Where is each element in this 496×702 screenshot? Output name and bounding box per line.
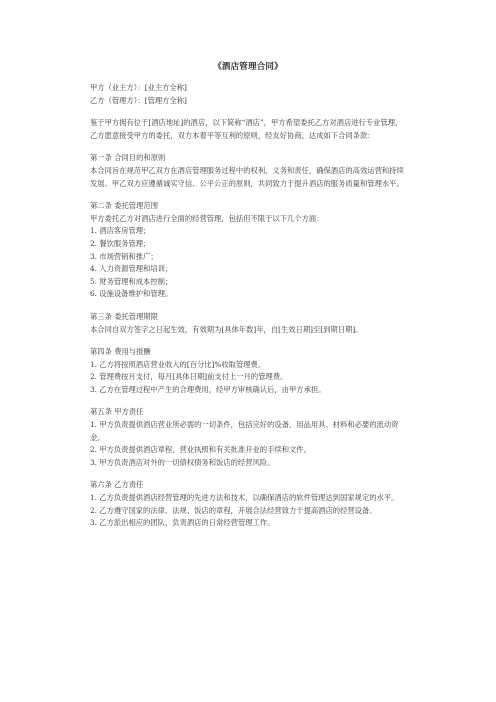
section-text: 本合同自双方签字之日起生效，有效期为[具体年数]年，自[生效日期]至[到期日期]。	[90, 324, 363, 334]
list-item: 1. 乙方负责提供酒店经营管理的先进方法和技术，以确保酒店的软件管理达到国家规定的水平。	[90, 493, 399, 503]
section-text: 甲方委托乙方对酒店进行全面的经营管理，包括但不限于以下几个方面：	[90, 213, 324, 223]
list-item: 3. 甲方负责酒店对外的一切债权债务和饭店的经营风险。	[90, 457, 275, 467]
section-heading: 第一条 合同目的和原则	[90, 153, 166, 163]
list-item: 4. 人力资源管理和培训；	[90, 264, 173, 274]
section-text: 本合同旨在规范甲乙双方在酒店管理服务过程中的权利、义务和责任，确保酒店的高效运营和持续发展。甲乙双方应遵循诚实守信、公平公正的原则，共同致力于提升酒店的服务质量和管理水平。	[90, 165, 404, 188]
section-2	[90, 200, 406, 301]
list-item: 3. 乙方在管理过程中产生的合理费用，经甲方审核确认后，由甲方承担。	[90, 384, 326, 394]
section-heading: 第五条 甲方责任	[90, 407, 144, 417]
section-4	[90, 346, 406, 396]
list-item: 2. 乙方遵守国家的法律、法规、饭店的章程，开展合法经营致力于提高酒店的经营设备。	[90, 505, 377, 515]
party-a-line: 甲方（业主方）：[业主方全称]	[90, 83, 187, 92]
list-item: 5. 财务管理和成本控制；	[90, 276, 173, 286]
list-item: 3. 乙方派出相应的团队，负责酒店的日常经营管理工作。	[90, 518, 275, 528]
section-heading: 第三条 委托管理期限	[90, 311, 158, 321]
document-body	[90, 82, 406, 530]
document-title: 《酒店管理合同》	[213, 62, 283, 72]
section-3	[90, 311, 406, 336]
list-item: 2. 餐饮服务管理；	[90, 238, 151, 248]
section-heading: 第四条 费用与报酬	[90, 347, 151, 357]
section-item-list	[90, 225, 406, 301]
preamble-paragraph: 鉴于甲方拥有位于[酒店地址]的酒店，以下简称“酒店”，甲方希望委托乙方对酒店进行专业管理，乙方愿意接受甲方的委托，双方本着平等互利的原则，经友好协商，达成如下合同条款：	[90, 118, 403, 140]
list-item: 1. 乙方将按照酒店营业收入的[百分比]%收取管理费。	[90, 359, 266, 369]
list-item: 6. 设施设备维护和管理。	[90, 289, 173, 299]
list-item: 2. 甲方负责提供酒店章程、营业执照和有关批准开业的手续和文件。	[90, 445, 311, 455]
section-6	[90, 479, 406, 529]
section-5	[90, 406, 406, 469]
list-item: 1. 甲方负责提供酒店营业所必需的一切条件，包括完好的设备、用品用具、材料和必要的流动资金。	[90, 420, 399, 442]
party-b-line: 乙方（管理方）：[管理方全称]	[90, 95, 187, 105]
section-item-list	[90, 359, 406, 397]
list-item: 3. 市场营销和推广；	[90, 251, 158, 261]
list-item: 2. 管理费按月支付，每月[具体日期]前支付上一月的管理费。	[90, 372, 288, 382]
section-item-list	[90, 492, 406, 530]
section-heading: 第六条 乙方责任	[90, 480, 144, 490]
section-item-list	[90, 419, 406, 469]
section-1	[90, 152, 406, 190]
list-item: 1. 酒店客房管理；	[90, 226, 151, 236]
section-heading: 第二条 委托管理范围	[90, 201, 158, 211]
